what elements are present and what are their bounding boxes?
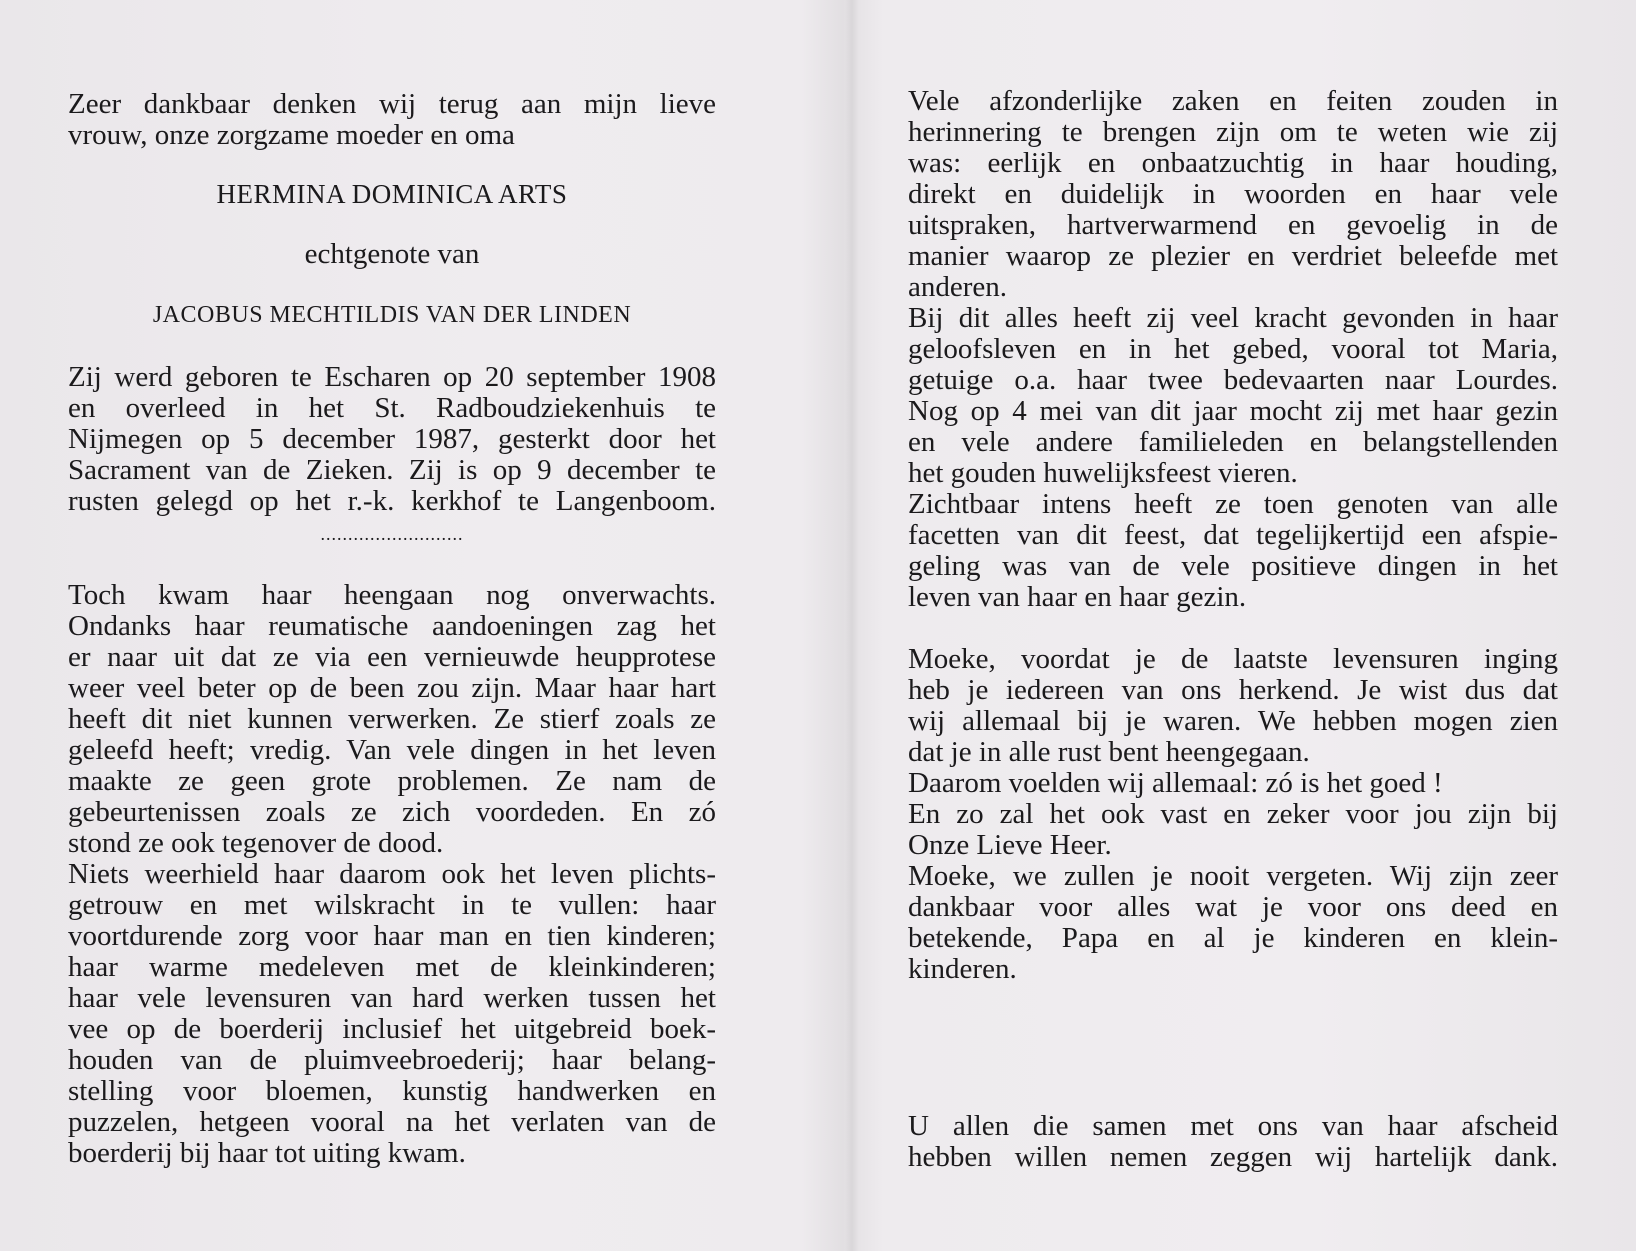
- text-line: En zo zal het ook vast en zeker voor jou zijn bij: [908, 798, 1558, 830]
- text-line: het gouden huwelijksfeest vieren.: [908, 457, 1298, 489]
- text-line: en overleed in het St. Radboudziekenhuis te: [68, 392, 716, 424]
- text-line: Niets weerhield haar daarom ook het leven plichts-: [68, 858, 716, 890]
- right-page: [908, 86, 1558, 985]
- text-line: kinderen.: [908, 953, 1017, 985]
- text-line: Bij dit alles heeft zij veel kracht gevonden in haar: [908, 302, 1558, 334]
- text-line: stelling voor bloemen, kunstig handwerken en: [68, 1075, 716, 1107]
- spouse-name: JACOBUS MECHTILDIS VAN DER LINDEN: [152, 302, 632, 328]
- text-line: herinnering te brengen zijn om te weten wie zij: [908, 116, 1558, 148]
- text-line: was: eerlijk en onbaatzuchtig in haar houding,: [908, 147, 1558, 179]
- text-line: Onze Lieve Heer.: [908, 829, 1112, 861]
- text-line: getrouw en met wilskracht in te vullen: haar: [68, 889, 716, 921]
- intro-paragraph: [68, 89, 716, 151]
- text-line: haar vele levensuren van hard werken tussen het: [68, 982, 716, 1014]
- text-line: er naar uit dat ze via een vernieuwde heupprotese: [68, 641, 716, 673]
- feast-paragraph: [908, 489, 1558, 613]
- text-line: Toch kwam haar heengaan nog onverwachts.: [68, 579, 716, 611]
- text-line: Ondanks haar reumatische aandoeningen zag het: [68, 610, 716, 642]
- text-line: facetten van dit feest, dat tegelijkertijd een afspie-: [908, 519, 1558, 551]
- deceased-name: HERMINA DOMINICA ARTS: [216, 179, 568, 209]
- text-line: U allen die samen met ons van haar afscheid: [908, 1110, 1558, 1142]
- divider: ..........................: [320, 524, 464, 544]
- story-paragraph: [68, 580, 716, 859]
- center-fold: [845, 0, 859, 1251]
- feeling-paragraph: [908, 768, 1558, 799]
- text-line: geling was van de vele positieve dingen in het: [908, 550, 1558, 582]
- text-line: Moeke, we zullen je nooit vergeten. Wij zijn zeer: [908, 860, 1558, 892]
- text-line: hebben willen nemen zeggen wij hartelijk dank.: [908, 1141, 1558, 1173]
- text-line: rusten gelegd op het r.-k. kerkhof te Langenboom.: [68, 485, 716, 517]
- text-line: geleefd heeft; vredig. Van vele dingen in het leven: [68, 734, 716, 766]
- text-line: haar warme medeleven met de kleinkinderen;: [68, 951, 716, 983]
- text-line: maakte ze geen grote problemen. Ze nam de: [68, 765, 716, 797]
- spouse-intro: echtgenote van: [304, 238, 480, 270]
- text-line: weer veel beter op de been zou zijn. Maar haar hart: [68, 672, 716, 704]
- text-line: anderen.: [908, 271, 1008, 303]
- text-line: Vele afzonderlijke zaken en feiten zouden in: [908, 85, 1558, 117]
- text-line: houden van de pluimveebroederij; haar belang-: [68, 1044, 716, 1076]
- text-line: Sacrament van de Zieken. Zij is op 9 december te: [68, 454, 716, 486]
- text-line: Zij werd geboren te Escharen op 20 september 1908: [68, 361, 716, 393]
- text-line: Nog op 4 mei van dit jaar mocht zij met haar gezin: [908, 395, 1558, 427]
- moeke-paragraph: [908, 644, 1558, 768]
- text-line: direkt en duidelijk in woorden en haar vele: [908, 178, 1558, 210]
- text-line: en vele andere familieleden en belangstellenden: [908, 426, 1558, 458]
- text-line: betekende, Papa en al je kinderen en klein-: [908, 922, 1558, 954]
- text-line: Nijmegen op 5 december 1987, gesterkt door het: [68, 423, 716, 455]
- text-line: manier waarop ze plezier en verdriet beleefde met: [908, 240, 1558, 272]
- text-line: heb je iedereen van ons herkend. Je wist dus dat: [908, 674, 1558, 706]
- text-line: dankbaar voor alles wat je voor ons deed en: [908, 891, 1558, 923]
- text-line: puzzelen, hetgeen vooral na het verlaten van de: [68, 1106, 716, 1138]
- text-line: Zeer dankbaar denken wij terug aan mijn lieve: [68, 88, 716, 120]
- text-line: stond ze ook tegenover de dood.: [68, 827, 444, 859]
- text-line: leven van haar en haar gezin.: [908, 581, 1247, 613]
- text-line: boerderij bij haar tot uiting kwam.: [68, 1137, 466, 1169]
- text-line: vee op de boerderij inclusief het uitgebreid boek-: [68, 1013, 716, 1045]
- bio-paragraph: [68, 362, 716, 517]
- text-line: heeft dit niet kunnen verwerken. Ze stierf zoals ze: [68, 703, 716, 735]
- text-line: getuige o.a. haar twee bedevaarten naar Lourdes.: [908, 364, 1558, 396]
- text-line: geloofsleven en in het gebed, vooral tot Maria,: [908, 333, 1558, 365]
- text-line: uitspraken, hartverwarmend en gevoelig in de: [908, 209, 1558, 241]
- closing-paragraph: [908, 1111, 1558, 1173]
- text-line: Moeke, voordat je de laatste levensuren inging: [908, 643, 1558, 675]
- text-line: dat je in alle rust bent heengegaan.: [908, 736, 1310, 768]
- text-line: vrouw, onze zorgzame moeder en oma: [68, 119, 515, 151]
- farewell-paragraph: [908, 861, 1558, 985]
- memories-paragraph: [908, 86, 1558, 303]
- text-line: voortdurende zorg voor haar man en tien kinderen;: [68, 920, 716, 952]
- left-page: [68, 89, 716, 1169]
- text-line: wij allemaal bij je waren. We hebben mogen zien: [908, 705, 1558, 737]
- text-line: Daarom voelden wij allemaal: zó is het goed !: [908, 767, 1443, 799]
- heaven-paragraph: [908, 799, 1558, 861]
- faith-paragraph: [908, 303, 1558, 489]
- text-line: Zichtbaar intens heeft ze toen genoten van alle: [908, 488, 1558, 520]
- life-paragraph: [68, 859, 716, 1169]
- text-line: gebeurtenissen zoals ze zich voordeden. En zó: [68, 796, 716, 828]
